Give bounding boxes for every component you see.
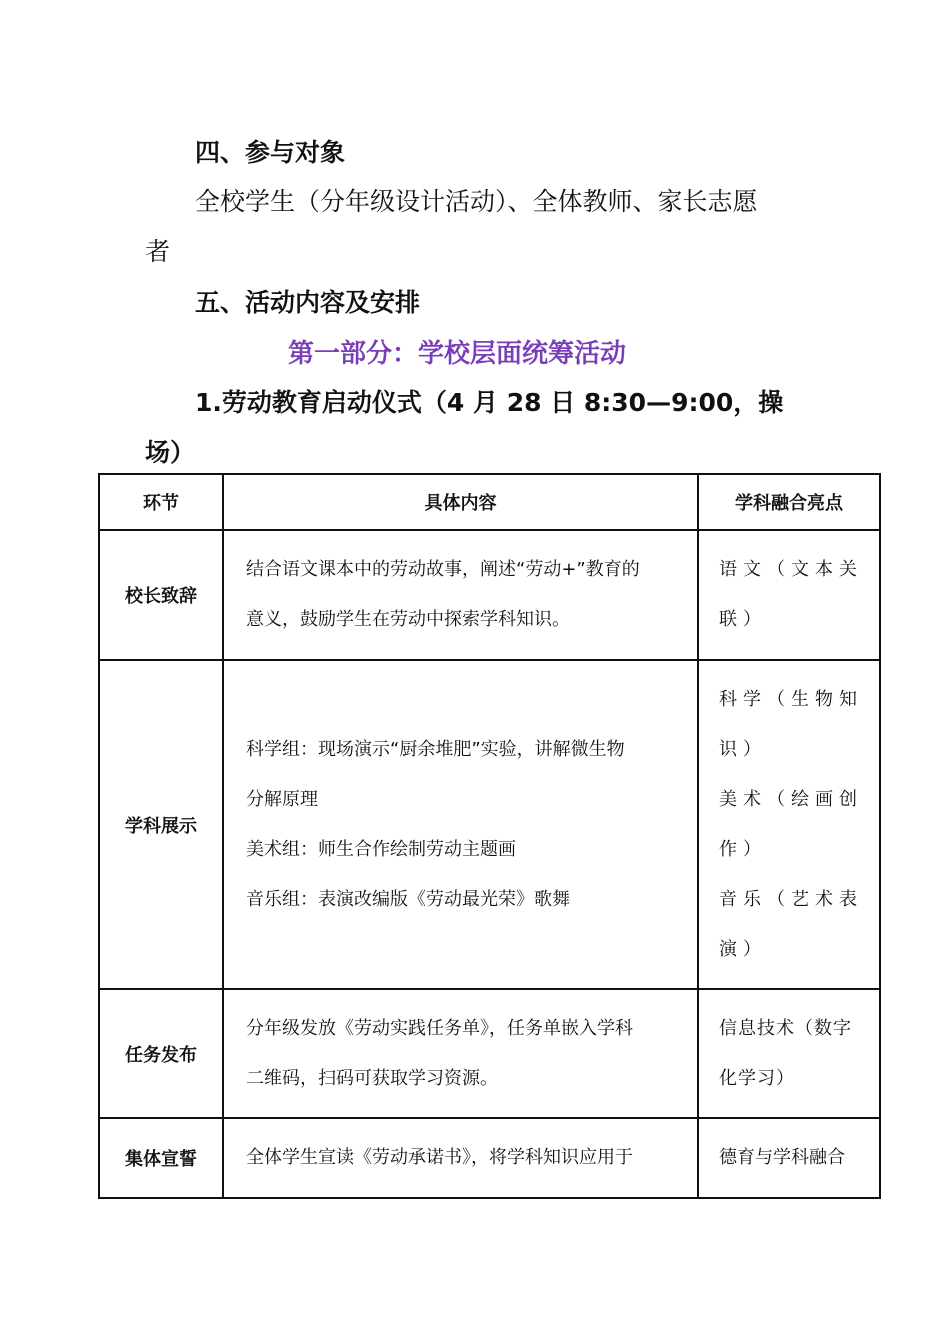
row-content [223, 989, 698, 1118]
highlight-line: 作） [719, 838, 767, 860]
section-heading-participants: 四、参与对象 [195, 138, 346, 167]
row-highlight [698, 989, 880, 1118]
row-highlight [698, 530, 880, 660]
part-title: 第一部分：学校层面统筹活动 [288, 339, 627, 369]
highlight-line: 德育与学科融合 [719, 1147, 845, 1168]
highlight-line: 识） [719, 738, 767, 760]
table-row [99, 530, 880, 660]
content-line: 音乐组：表演改编版《劳动最光荣》歌舞 [246, 888, 570, 910]
highlight-line: 美术（绘画创 [719, 788, 863, 810]
highlight-line: 联） [719, 609, 767, 630]
row-name: 学科展示 [99, 660, 223, 989]
table-row [99, 989, 880, 1118]
highlight-line: 信息技术（数字 [719, 1017, 852, 1039]
header-cell: 学科融合亮点 [698, 474, 880, 530]
section-heading-activities: 五、活动内容及安排 [195, 288, 421, 317]
activity-title-line2: 场） [145, 438, 196, 467]
content-line: 科学组：现场演示“厨余堆肥”实验，讲解微生物 [246, 738, 625, 760]
row-name: 集体宣誓 [99, 1118, 223, 1198]
highlight-line: 化学习） [719, 1067, 795, 1089]
header-cell: 环节 [99, 474, 223, 530]
content-line: 二维码，扫码可获取学习资源。 [246, 1067, 498, 1089]
row-content [223, 530, 698, 660]
row-content [223, 1118, 698, 1198]
activity-table [98, 473, 881, 1199]
content-line: 美术组：师生合作绘制劳动主题画 [246, 838, 516, 860]
table-row [99, 660, 880, 989]
highlight-line: 演） [719, 938, 767, 960]
content-line: 全体学生宣读《劳动承诺书》，将学科知识应用于 [246, 1147, 633, 1168]
activity-title-line1: 1.劳动教育启动仪式（4 月 28 日 8:30—9:00，操 [195, 388, 784, 417]
row-name: 任务发布 [99, 989, 223, 1118]
table-row [99, 1118, 880, 1198]
content-line: 分解原理 [246, 788, 318, 810]
row-content [223, 660, 698, 989]
content-line: 结合语文课本中的劳动故事，阐述“劳动+”教育的 [246, 559, 640, 580]
highlight-line: 语文（文本关 [719, 559, 863, 580]
row-highlight [698, 1118, 880, 1198]
highlight-line: 音乐（艺术表 [719, 888, 863, 910]
row-highlight [698, 660, 880, 989]
highlight-line: 科学（生物知 [719, 688, 863, 710]
table-header-row [99, 474, 880, 530]
header-cell: 具体内容 [223, 474, 698, 530]
participants-text-line1: 全校学生（分年级设计活动）、全体教师、家长志愿 [195, 187, 758, 216]
participants-text-line2: 者 [145, 237, 171, 266]
row-name: 校长致辞 [99, 530, 223, 660]
content-line: 分年级发放《劳动实践任务单》，任务单嵌入学科 [246, 1017, 633, 1039]
content-line: 意义，鼓励学生在劳动中探索学科知识。 [246, 609, 570, 630]
